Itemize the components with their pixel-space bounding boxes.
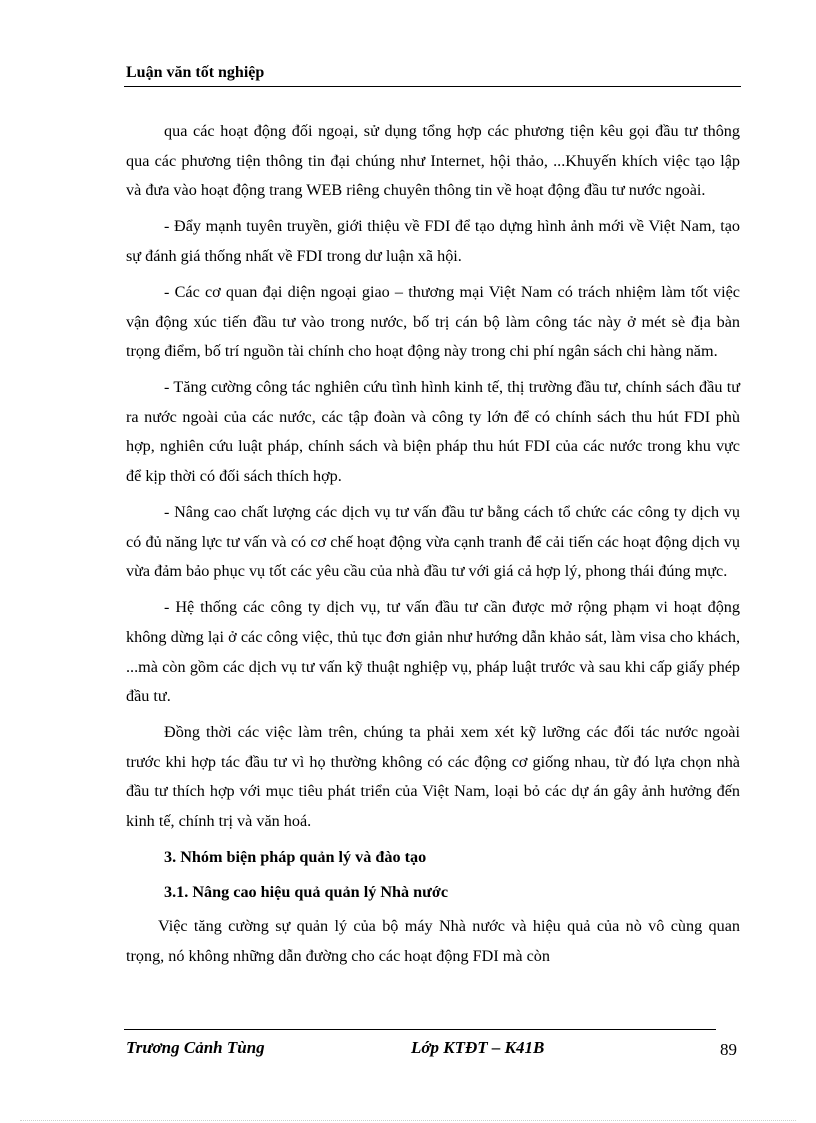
- footer-class: Lớp KTĐT – K41B: [411, 1038, 545, 1057]
- running-header-title: Luận văn tốt nghiệp: [126, 64, 265, 81]
- page-number: 89: [720, 1040, 737, 1059]
- page-body: [126, 117, 740, 972]
- section-heading: 3. Nhóm biện pháp quản lý và đào tạo: [164, 848, 427, 867]
- paragraph: qua các hoạt động đối ngoại, sử dụng tổng hợp các phương tiện kêu gọi đầu tư thông qua các phương tiện thông tin đại chúng như Internet, hội thảo, ...Khuyến khích việc tạo lập và đưa vào hoạt động trang WEB riêng chuyên thông tin về hoạt động đầu tư nước ngoài.: [126, 122, 740, 200]
- paragraph: - Đẩy mạnh tuyên truyền, giới thiệu về FDI để tạo dựng hình ảnh mới về Việt Nam, tạo sự đánh giá thống nhất về FDI trong dư luận xã hội.: [126, 217, 740, 265]
- paragraph: - Các cơ quan đại diện ngoại giao – thương mại Việt Nam có trách nhiệm làm tốt việc vận động xúc tiến đầu tư vào trong nước, bố trị cán bộ làm công tác này ở mét sè địa bàn trọng điểm, bố trí nguồn tài chính cho hoạt động này trong chi phí ngân sách chi hàng năm.: [126, 282, 740, 361]
- paragraph: Việc tăng cường sự quản lý của bộ máy Nhà nước và hiệu quả của nò vô cùng quan trọng, nó không những dẫn đường cho các hoạt động FDI mà còn: [126, 917, 740, 965]
- paragraph: - Nâng cao chất lượng các dịch vụ tư vấn đầu tư bằng cách tổ chức các công ty dịch vụ có đủ năng lực tư vấn và có cơ chế hoạt động vừa cạnh tranh để cải tiến các hoạt động dịch vụ vừa đảm bảo phục vụ tốt các yêu cầu của nhà đầu tư với giá cả hợp lý, phong thái đúng mực.: [126, 503, 740, 581]
- footer-divider: [124, 1029, 716, 1030]
- paragraph: Đồng thời các việc làm trên, chúng ta phải xem xét kỹ lưỡng các đối tác nước ngoài trước khi hợp tác đầu tư vì họ thường không có các động cơ giống nhau, từ đó lựa chọn nhà đầu tư thích hợp với mục tiêu phát triển của Việt Nam, loại bỏ các dự án gây ảnh hưởng đến kinh tế, chính trị và văn hoá.: [126, 723, 740, 831]
- page-edge-divider: [20, 1120, 796, 1121]
- paragraph: - Tăng cường công tác nghiên cứu tình hình kinh tế, thị trường đầu tư, chính sách đầu tư ra nước ngoài của các nước, các tập đoàn và công ty lớn để có chính sách thu hút FDI phù hợp, nghiên cứu luật pháp, chính sách và biện pháp thu hút FDI của các nước trong khu vực để kịp thời có đối sách thích hợp.: [126, 378, 740, 486]
- header-divider: [124, 86, 741, 87]
- paragraph: - Hệ thống các công ty dịch vụ, tư vấn đầu tư cần được mở rộng phạm vi hoạt động không dừng lại ở các công việc, thủ tục đơn giản như hướng dẫn khảo sát, làm visa cho khách, ...mà còn gồm các dịch vụ tư vấn kỹ thuật nghiệp vụ, pháp luật trước và sau khi cấp giấy phép đầu tư.: [126, 598, 740, 706]
- footer-author: Trương Cảnh Tùng: [126, 1038, 265, 1057]
- subsection-heading: 3.1. Nâng cao hiệu quả quản lý Nhà nước: [164, 882, 449, 901]
